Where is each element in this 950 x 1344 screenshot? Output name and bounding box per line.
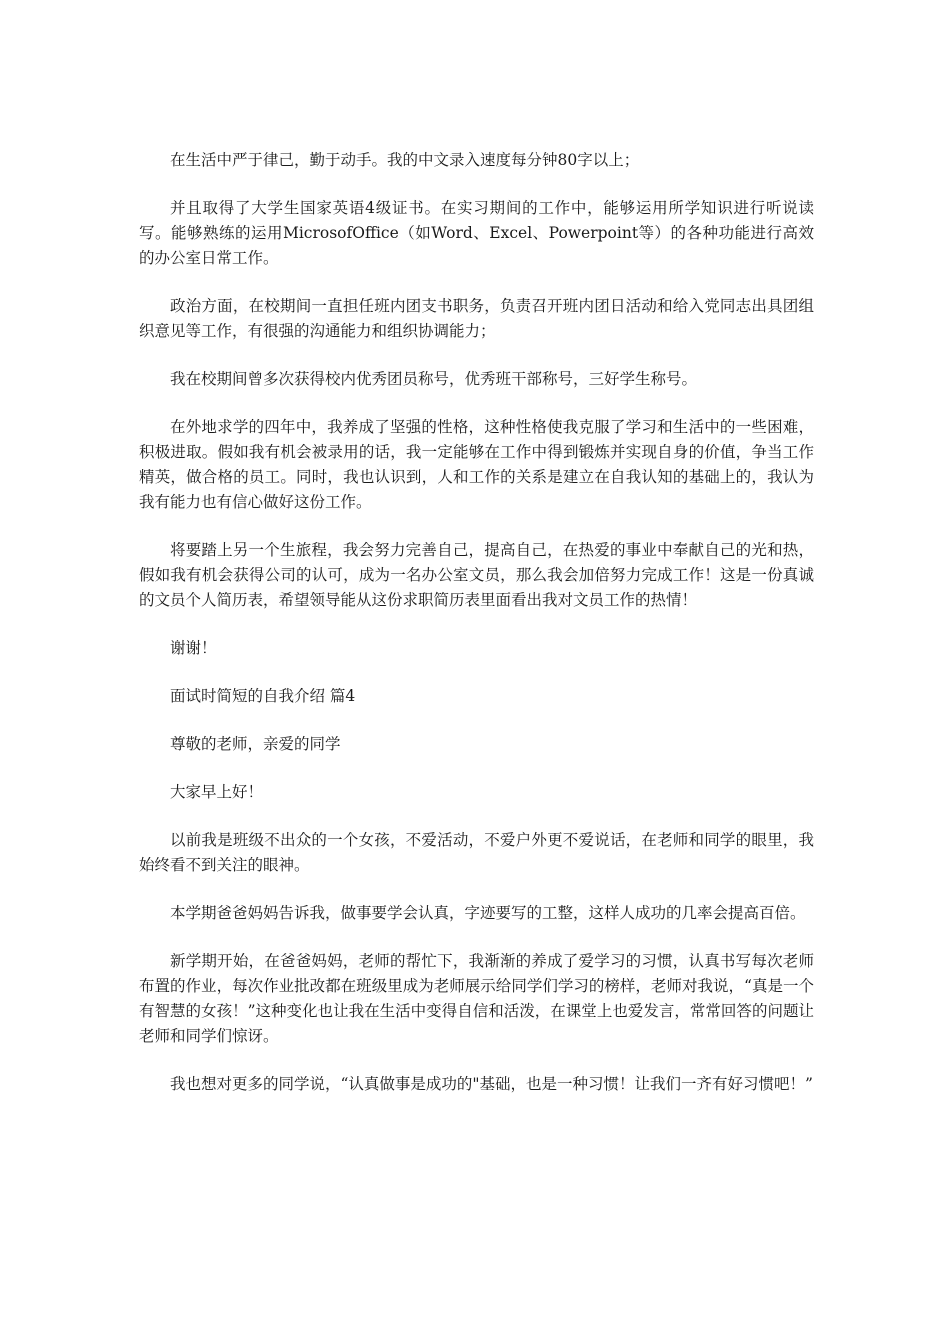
paragraph-message: 我也想对更多的同学说，“认真做事是成功的"基础，也是一种习惯！让我们一齐有好习惯吧！” [170,1075,813,1093]
paragraph-good-morning: 大家早上好！ [170,783,264,801]
paragraph-past: 以前我是班级不出众的一个女孩，不爱活动，不爱户外更不爱说话，在老师和同学的眼里，我始终看不到关注的眼神。 [139,831,814,874]
paragraph-new-journey: 将要踏上另一个生旅程，我会努力完善自己，提高自己，在热爱的事业中奉献自己的光和热，假如我有机会获得公司的认可，成为一名办公室文员，那么我会加倍努力完成工作！这是一份真诚的文员个人简历表，希望领导能从这份求职简历表里面看出我对文员工作的热情！ [139,541,814,609]
paragraph-politics: 政治方面，在校期间一直担任班内团支书职务，负责召开班内团日活动和给入党同志出具团组织意见等工作，有很强的沟通能力和组织协调能力； [139,297,814,340]
paragraph-english-certificate: 并且取得了大学生国家英语4级证书。在实习期间的工作中，能够运用所学知识进行听说读写。能够熟练的运用MicrosofOffice（如Word、Excel、Powerpoint等）的各种功能进行高效的办公室日常工作。 [139,199,814,267]
document-body [139,148,814,1120]
paragraph-greeting: 尊敬的老师，亲爱的同学 [170,735,341,753]
paragraph-new-semester: 新学期开始，在爸爸妈妈，老师的帮忙下，我渐渐的养成了爱学习的习惯，认真书写每次老师布置的作业，每次作业批改都在班级里成为老师展示给同学们学习的榜样，老师对我说，“真是一个有智慧的女孩！”这种变化也让我在生活中变得自信和活泼，在课堂上也爱发言，常常回答的问题让老师和同学们惊讶。 [139,952,814,1045]
paragraph-thanks: 谢谢！ [170,639,217,657]
paragraph-character: 在外地求学的四年中，我养成了坚强的性格，这种性格使我克服了学习和生活中的一些困难，积极进取。假如我有机会被录用的话，我一定能够在工作中得到锻炼并实现自身的价值，争当工作精英，做合格的员工。同时，我也认识到，人和工作的关系是建立在自我认知的基础上的，我认为我有能力也有信心做好这份工作。 [139,418,814,511]
section-heading: 面试时简短的自我介绍 篇4 [170,687,356,705]
paragraph-parents-advice: 本学期爸爸妈妈告诉我，做事要学会认真，字迹要写的工整，这样人成功的几率会提高百倍。 [170,904,806,922]
paragraph-honors: 我在校期间曾多次获得校内优秀团员称号，优秀班干部称号，三好学生称号。 [170,370,698,388]
paragraph-typing-speed: 在生活中严于律己，勤于动手。我的中文录入速度每分钟80字以上； [170,151,640,169]
